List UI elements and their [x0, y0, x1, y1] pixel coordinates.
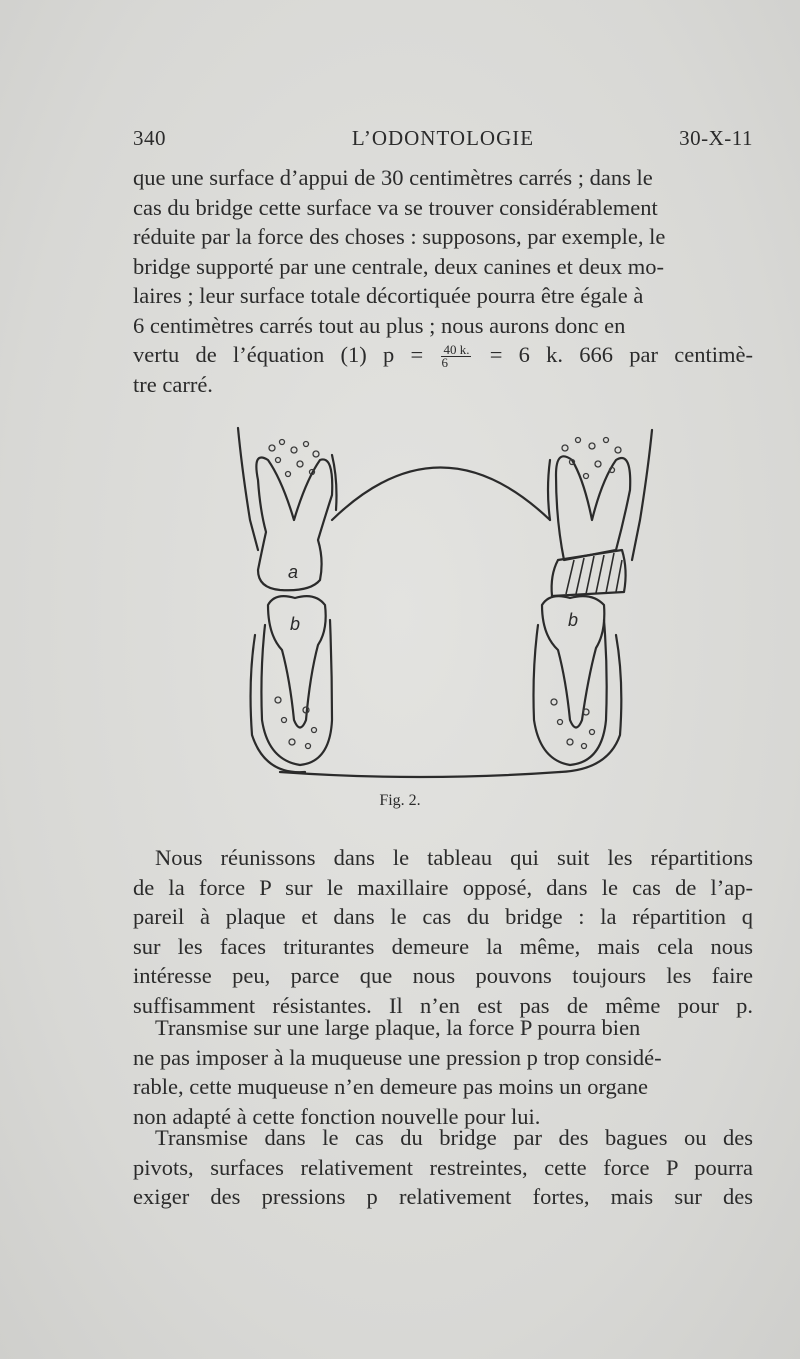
text-line: Transmise dans le cas du bridge par des bagues ou des [155, 1125, 753, 1150]
paragraph-1 [133, 163, 753, 399]
text-line: intéresse peu, parce que nous pouvons toujours les faire [133, 963, 753, 988]
text-line: Transmise sur une large plaque, la force P pourra bien [155, 1015, 641, 1040]
label-b-left: b [290, 614, 301, 634]
equation-fraction [441, 344, 471, 369]
text-line: pivots, surfaces relativement restreintes, cette force P pourra [133, 1154, 753, 1180]
dental-bridge-diagram [220, 420, 660, 790]
left-upper-jaw [238, 428, 258, 550]
crown-hatching [566, 553, 622, 594]
left-lower-jaw [261, 620, 332, 765]
text-line: suffisamment résistantes. Il n’en est pas de même pour p. [133, 992, 753, 1018]
text-line: sur les faces triturantes demeure la même, mais cela nous [133, 933, 753, 959]
text-line: de la force P sur le maxillaire opposé, dans le cas de l’ap- [133, 874, 753, 900]
text-line: rable, cette muqueuse n’en demeure pas moins un organe [133, 1074, 649, 1099]
text-line: bridge supporté par une centrale, deux canines et deux mo- [133, 253, 665, 279]
label-b-right: b [568, 610, 579, 630]
page-number: 340 [133, 126, 166, 150]
text-line: réduite par la force des choses : supposons, par exemple, le [133, 224, 666, 249]
issue-date: 30-X-11 [679, 126, 753, 150]
text-line: ne pas imposer à la muqueuse une pression p trop considé- [133, 1044, 662, 1070]
fraction-denominator: 6 [441, 355, 448, 371]
journal-title: L’ODONTOLOGIE [351, 126, 535, 150]
text-line: exiger des pressions p relativement fortes, mais sur des [133, 1184, 753, 1209]
right-upper-jaw [632, 430, 652, 560]
text-line: cas du bridge cette surface va se trouver considérablement [133, 194, 658, 220]
equation-line [133, 340, 753, 370]
text-line: pareil à plaque et dans le cas du bridge : la répartition q [133, 904, 753, 929]
jaw-baseline [280, 772, 560, 777]
equation-prefix: vertu de l’équation (1) p = [133, 342, 424, 367]
text-line: tre carré. [133, 371, 213, 397]
paragraph-3 [133, 1013, 753, 1131]
text-line: laires ; leur surface totale décortiquée pourra être égale à [133, 283, 644, 308]
paragraph-2 [133, 843, 753, 1020]
paragraph-4 [133, 1123, 753, 1212]
fraction-numerator: 40 k. [443, 342, 470, 358]
text-line: 6 centimètres carrés tout au plus ; nous aurons donc en [133, 312, 626, 338]
right-upper-tooth [556, 456, 630, 560]
equation-suffix: = 6 k. 666 par centimè- [489, 342, 754, 367]
figure-caption: Fig. 2. [379, 792, 421, 809]
text-line: Nous réunissons dans le tableau qui suit les répartitions [155, 845, 753, 870]
text-line: non adapté à cette fonction nouvelle pour lui. [133, 1103, 541, 1129]
running-header [133, 126, 753, 158]
right-lower-jaw [534, 620, 607, 765]
bridge-arc [332, 468, 550, 521]
text-line: que une surface d’appui de 30 centimètres carrés ; dans le [133, 165, 653, 190]
label-a: a [288, 562, 299, 582]
